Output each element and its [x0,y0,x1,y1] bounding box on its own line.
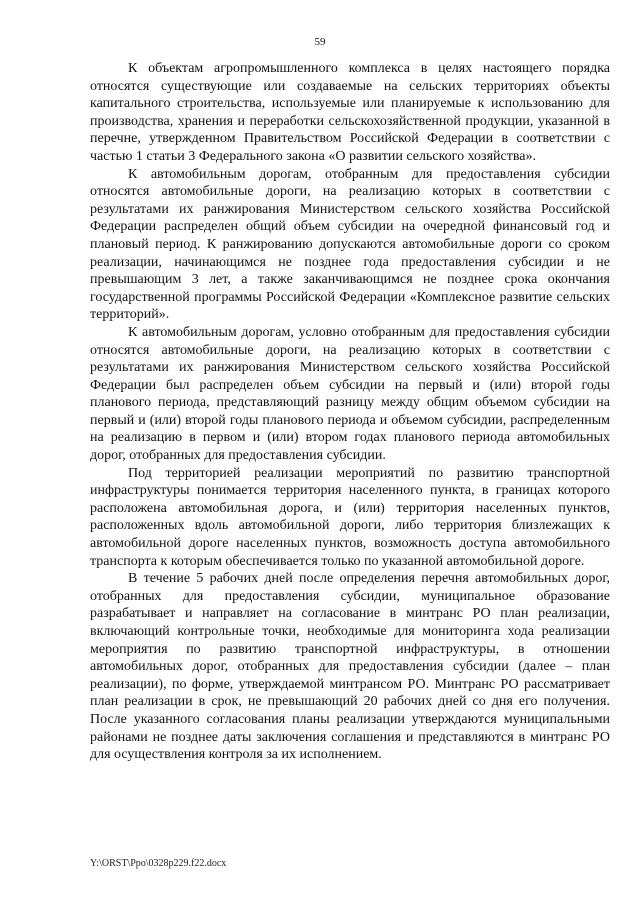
document-body [90,60,610,764]
paragraph-selected-roads: К автомобильным дорогам, отобранным для предоставления субсидии относятся автомобильные дороги, на реализацию которых в соответствии с результатами их ранжирования Министерством сельского хозяйства Российской Федерации распределен общий объем субсидии на очередной финансовый год и плановый период. К ранжированию допускаются автомобильные дороги со сроком реализации, начинающимся не позднее года предоставления субсидии и не превышающим 3 лет, а также заканчивающимся не позднее срока окончания государственной программы Российской Федерации «Комплексное развитие сельских территорий». [90,166,610,323]
paragraph-implementation-territory: Под территорией реализации мероприятий по развитию транспортной инфраструктуры понимается территория населенного пункта, в границах которого расположена автомобильная дорога, и (или) территория населенных пунктов, расположенных вдоль автомобильной дороги, либо территория близлежащих к автомобильной дороге населенных пунктов, возможность доступа автомобильного транспорта к которым обеспечивается только по указанной автомобильной дороге. [90,465,610,569]
footer-file-path: Y:\ORST\Ppo\0328p229.f22.docx [90,858,227,869]
paragraph-conditionally-selected-roads: К автомобильным дорогам, условно отобранным для предоставления субсидии относятся автомобильные дороги, на реализацию которых в соответствии с результатами их ранжирования Министерством сельского хозяйства Российской Федерации был распределен объем субсидии на первый и (или) второй годы планового периода, представляющий разницу между общим объемом субсидии на первый и (или) второй годы планового периода и объемом субсидии, распределенным на реализацию в первом и (или) втором годах планового периода автомобильных дорог, отобранных для предоставления субсидии. [90,324,610,464]
paragraph-implementation-plan: В течение 5 рабочих дней после определения перечня автомобильных дорог, отобранных для предоставления субсидии, муниципальное образование разрабатывает и направляет на согласование в минтранс РО план реализации, включающий контрольные точки, необходимые для мониторинга хода реализации мероприятия по развитию транспортной инфраструктуры, в отношении автомобильных дорог, отобранных для предоставления субсидии (далее – план реализации), по форме, утверждаемой минтрансом РО. Минтранс РО рассматривает план реализации в срок, не превышающий 20 рабочих дней со дня его получения. После указанного согласования планы реализации утверждаются муниципальными районами не позднее даты заключения соглашения и представляются в минтранс РО для осуществления контроля за их исполнением. [90,571,610,763]
page-number: 59 [314,36,326,48]
paragraph-agro-objects: К объектам агропромышленного комплекса в целях настоящего порядка относятся существующие или создаваемые на сельских территориях объекты капитального строительства, используемые или планируемые к использованию для производства, хранения и переработки сельскохозяйственной продукции, указанной в перечне, утвержденном Правительством Российской Федерации в соответствии с частью 1 статьи 3 Федерального закона «О развитии сельского хозяйства». [90,61,610,164]
